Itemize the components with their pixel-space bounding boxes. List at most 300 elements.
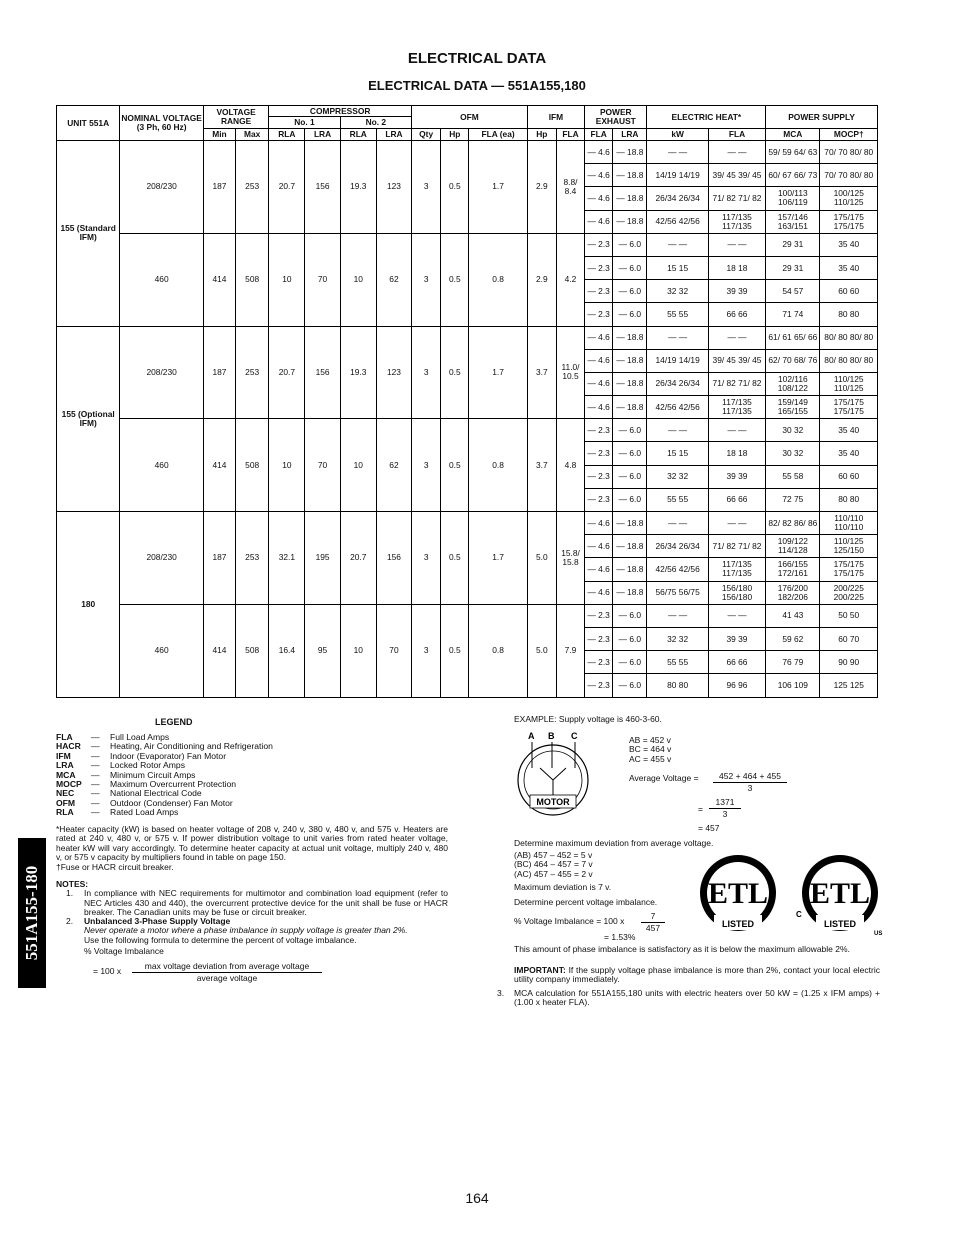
cell-mca: 55 58: [766, 465, 820, 488]
cell-c1rla: 16.4: [269, 604, 305, 697]
cell-c1lra: 156: [305, 141, 340, 234]
cell-eh-fla: — —: [708, 326, 765, 349]
cell-kw: 15 15: [647, 256, 708, 279]
cell-ofm-qty: 3: [412, 419, 441, 512]
pct-imbalance-eq: % Voltage Imbalance = 100 x: [514, 916, 625, 926]
header-ifm: IFM: [527, 106, 584, 129]
cell-pe-fla: — 2.3: [585, 488, 613, 511]
cell-pe-lra: — 6.0: [613, 442, 647, 465]
legend-abbr: MCA: [56, 769, 76, 780]
legend-text: Locked Rotor Amps: [110, 760, 185, 771]
cell-eh-fla: 39/ 45 39/ 45: [708, 349, 765, 372]
cell-vmin: 414: [203, 419, 235, 512]
header-compressor-no2: No. 2: [340, 117, 411, 129]
cell-mocp: 60 60: [820, 465, 878, 488]
page-title: ELECTRICAL DATA: [407, 50, 547, 67]
subheader-cell: FLA: [556, 129, 584, 141]
cell-c2lra: 62: [376, 419, 411, 512]
cell-eh-fla: 66 66: [708, 651, 765, 674]
cell-kw: 14/19 14/19: [647, 349, 708, 372]
cell-nominal: 460: [120, 419, 204, 512]
imbalance-formula: max voltage deviation from average voltage average voltage: [132, 961, 322, 983]
cell-eh-fla: 66 66: [708, 303, 765, 326]
cell-mca: 100/113 106/119: [766, 187, 820, 210]
cell-ifm-hp: 5.0: [527, 512, 556, 605]
notes: [56, 880, 448, 945]
legend-item: [56, 808, 273, 817]
cell-kw: — —: [647, 604, 708, 627]
cell-mocp: 35 40: [820, 233, 878, 256]
cell-pe-lra: — 18.8: [613, 372, 647, 395]
cell-pe-fla: — 4.6: [585, 581, 613, 604]
cell-kw: 26/34 26/34: [647, 535, 708, 558]
cell-pe-lra: — 18.8: [613, 558, 647, 581]
cell-pe-lra: — 6.0: [613, 674, 647, 697]
cell-c2rla: 10: [340, 604, 376, 697]
cell-c1rla: 20.7: [269, 326, 305, 419]
cell-eh-fla: 117/135 117/135: [708, 210, 765, 233]
legend-title: LEGEND: [155, 717, 193, 727]
cell-kw: 15 15: [647, 442, 708, 465]
cell-vmax: 253: [236, 326, 269, 419]
cell-mocp: 80/ 80 80/ 80: [820, 349, 878, 372]
cell-pe-fla: — 4.6: [585, 396, 613, 419]
cell-kw: 55 55: [647, 488, 708, 511]
cell-mca: 72 75: [766, 488, 820, 511]
subheader-cell: Qty: [412, 129, 441, 141]
line-voltages: AB = 452 v BC = 464 v AC = 455 v: [629, 735, 672, 764]
legend-text: Heating, Air Conditioning and Refrigeration: [110, 741, 273, 752]
header-nominal-voltage: NOMINAL VOLTAGE (3 Ph, 60 Hz): [120, 106, 204, 141]
cell-eh-fla: 117/135 117/135: [708, 396, 765, 419]
cell-eh-fla: — —: [708, 512, 765, 535]
cell-mocp: 90 90: [820, 651, 878, 674]
cell-mocp: 70/ 70 80/ 80: [820, 164, 878, 187]
cell-pe-fla: — 4.6: [585, 349, 613, 372]
cell-pe-fla: — 2.3: [585, 651, 613, 674]
subheader-cell: FLA: [585, 129, 613, 141]
winding-wye: [540, 768, 566, 798]
cell-mocp: 35 40: [820, 256, 878, 279]
cell-ofm-qty: 3: [412, 141, 441, 234]
table-row: [57, 141, 878, 164]
avg-sum-fraction: $\frac{1371}{3}$: [709, 797, 741, 819]
subheader-cell: MOCP†: [820, 129, 878, 141]
legend-dash: —: [91, 797, 100, 808]
header-power-supply: POWER SUPPLY: [766, 106, 878, 129]
avg-voltage-label: Average Voltage =: [629, 773, 699, 783]
example-intro: EXAMPLE: Supply voltage is 460-3-60.: [514, 714, 662, 724]
cell-pe-lra: — 18.8: [613, 210, 647, 233]
legend-dash: —: [91, 750, 100, 761]
cell-vmin: 187: [203, 512, 235, 605]
note-1: 1. In compliance with NEC requirements for multimotor and combination load equipment (refer to NEC Articles 430 and 440), the overcurrent protective device for the unit shall be fuse or HACR breaker. The Canadian units may be fuse or circuit breaker.: [66, 888, 448, 917]
cell-mocp: 80 80: [820, 303, 878, 326]
cell-ifm-fla: 15.8/ 15.8: [556, 512, 584, 605]
cell-pe-fla: — 2.3: [585, 280, 613, 303]
legend-abbr: HACR: [56, 741, 81, 752]
cell-pe-fla: — 4.6: [585, 141, 613, 164]
legend-text: Maximum Overcurrent Protection: [110, 779, 237, 790]
cell-pe-lra: — 18.8: [613, 581, 647, 604]
cell-ifm-fla: 4.8: [556, 419, 584, 512]
cell-ofm-hp: 0.5: [441, 512, 469, 605]
unit-cell: 155 (Optional IFM): [57, 326, 120, 512]
cell-mca: 29 31: [766, 256, 820, 279]
cell-pe-fla: — 2.3: [585, 442, 613, 465]
cell-pe-lra: — 6.0: [613, 303, 647, 326]
cell-ofm-hp: 0.5: [441, 419, 469, 512]
cell-pe-lra: — 6.0: [613, 604, 647, 627]
cell-mocp: 70/ 70 80/ 80: [820, 141, 878, 164]
subheader-cell: Min: [203, 129, 235, 141]
c-mark: C: [796, 910, 802, 919]
subheader-cell: RLA: [340, 129, 376, 141]
legend-abbr: IFM: [56, 750, 71, 761]
cell-kw: 42/56 42/56: [647, 210, 708, 233]
cell-nominal: 460: [120, 233, 204, 326]
cell-eh-fla: 71/ 82 71/ 82: [708, 187, 765, 210]
cell-mca: 41 43: [766, 604, 820, 627]
cell-ofm-fla: 1.7: [469, 326, 527, 419]
cell-ifm-fla: 8.8/ 8.4: [556, 141, 584, 234]
cell-eh-fla: 71/ 82 71/ 82: [708, 535, 765, 558]
cell-eh-fla: 71/ 82 71/ 82: [708, 372, 765, 395]
cell-mca: 76 79: [766, 651, 820, 674]
subheader-cell: Hp: [441, 129, 469, 141]
table-row: [57, 604, 878, 627]
cell-mocp: 125 125: [820, 674, 878, 697]
cell-c2lra: 123: [376, 326, 411, 419]
cell-vmin: 414: [203, 604, 235, 697]
legend-text: National Electrical Code: [110, 788, 202, 799]
pct-result: = 1.53%: [604, 932, 636, 942]
cell-kw: — —: [647, 326, 708, 349]
cell-mca: 60/ 67 66/ 73: [766, 164, 820, 187]
cell-ifm-hp: 3.7: [527, 326, 556, 419]
cell-mocp: 175/175 175/175: [820, 558, 878, 581]
cell-mca: 29 31: [766, 233, 820, 256]
cell-mocp: 80/ 80 80/ 80: [820, 326, 878, 349]
cell-kw: 55 55: [647, 651, 708, 674]
cell-vmax: 253: [236, 512, 269, 605]
cell-kw: 55 55: [647, 303, 708, 326]
legend-text: Indoor (Evaporator) Fan Motor: [110, 750, 227, 761]
formula-prefix: = 100 x: [93, 966, 122, 976]
satisfactory-text: This amount of phase imbalance is satisfactory as it is below the maximum allowable 2%.: [514, 944, 850, 954]
cell-mca: 30 32: [766, 442, 820, 465]
cell-c1lra: 70: [305, 419, 340, 512]
legend-dash: —: [91, 779, 100, 790]
cell-ofm-qty: 3: [412, 512, 441, 605]
cell-kw: 80 80: [647, 674, 708, 697]
cell-pe-lra: — 18.8: [613, 512, 647, 535]
cell-mocp: 175/175 175/175: [820, 210, 878, 233]
phase-label-c: C: [571, 731, 578, 741]
cell-pe-fla: — 4.6: [585, 535, 613, 558]
cell-mocp: 100/125 110/125: [820, 187, 878, 210]
subheader-cell: FLA: [708, 129, 765, 141]
cell-kw: — —: [647, 512, 708, 535]
cell-c1rla: 32.1: [269, 512, 305, 605]
cell-mocp: 110/125 110/125: [820, 372, 878, 395]
cell-pe-fla: — 4.6: [585, 187, 613, 210]
table-row: [57, 512, 878, 535]
legend-dash: —: [91, 760, 100, 771]
electrical-data-table: [56, 105, 878, 698]
cell-mca: 59/ 59 64/ 63: [766, 141, 820, 164]
cell-eh-fla: 18 18: [708, 442, 765, 465]
cell-pe-lra: — 6.0: [613, 419, 647, 442]
cell-ofm-hp: 0.5: [441, 233, 469, 326]
cell-c1lra: 156: [305, 326, 340, 419]
unit-cell: 155 (Standard IFM): [57, 141, 120, 327]
legend-dash: —: [91, 788, 100, 799]
cell-eh-fla: 39 39: [708, 280, 765, 303]
cell-mocp: 50 50: [820, 604, 878, 627]
etl-cus-text: ETL: [809, 877, 871, 910]
cell-mca: 82/ 82 86/ 86: [766, 512, 820, 535]
cell-pe-fla: — 2.3: [585, 674, 613, 697]
equals-sign: =: [698, 804, 703, 814]
subheader-cell: MCA: [766, 129, 820, 141]
cell-pe-lra: — 6.0: [613, 280, 647, 303]
cell-vmax: 253: [236, 141, 269, 234]
cell-vmax: 508: [236, 604, 269, 697]
cell-kw: — —: [647, 141, 708, 164]
header-compressor: COMPRESSOR: [269, 106, 412, 117]
cell-ofm-qty: 3: [412, 326, 441, 419]
cell-ofm-hp: 0.5: [441, 326, 469, 419]
legend-abbr: RLA: [56, 807, 74, 818]
cell-c1lra: 95: [305, 604, 340, 697]
cell-ifm-hp: 3.7: [527, 419, 556, 512]
cell-pe-fla: — 4.6: [585, 512, 613, 535]
subheader-cell: Max: [236, 129, 269, 141]
legend-dash: —: [91, 769, 100, 780]
unit-cell: 180: [57, 512, 120, 698]
cell-mca: 62/ 70 68/ 76: [766, 349, 820, 372]
cell-kw: — —: [647, 419, 708, 442]
cell-nominal: 208/230: [120, 512, 204, 605]
legend-dash: —: [91, 732, 100, 742]
cell-ofm-fla: 0.8: [469, 233, 527, 326]
cell-c2rla: 10: [340, 233, 376, 326]
subheader-cell: LRA: [376, 129, 411, 141]
cell-pe-fla: — 4.6: [585, 164, 613, 187]
cell-ifm-hp: 5.0: [527, 604, 556, 697]
pct-fraction: $\frac{7}{457}$: [641, 911, 665, 933]
cell-mca: 157/146 163/151: [766, 210, 820, 233]
cell-pe-lra: — 18.8: [613, 141, 647, 164]
pct-imbalance-label: % Voltage Imbalance: [84, 946, 164, 956]
cell-pe-lra: — 6.0: [613, 651, 647, 674]
phase-label-a: A: [528, 731, 535, 741]
listed-text: LISTED: [721, 919, 755, 929]
cell-eh-fla: 39/ 45 39/ 45: [708, 164, 765, 187]
cell-c2rla: 19.3: [340, 326, 376, 419]
cell-pe-fla: — 4.6: [585, 326, 613, 349]
cell-eh-fla: 156/180 156/180: [708, 581, 765, 604]
cell-pe-fla: — 2.3: [585, 604, 613, 627]
cell-eh-fla: — —: [708, 419, 765, 442]
cell-pe-lra: — 18.8: [613, 187, 647, 210]
cell-ofm-fla: 0.8: [469, 419, 527, 512]
heater-footnote: *Heater capacity (kW) is based on heater voltage of 208 v, 240 v, 380 v, 480 v, and 575 v. Heaters are rated at 240 v, 480 v, or 575 v. If power distribution voltage to unit varies from rated heater voltage, heater kW will vary accordingly. To determine heater capacity at actual unit voltage, multiply 240 v, 480 v, or 575 v capacity by multipliers found in table on page 150.: [56, 824, 448, 862]
cell-pe-lra: — 18.8: [613, 349, 647, 372]
cell-mocp: 35 40: [820, 442, 878, 465]
cell-c2lra: 62: [376, 233, 411, 326]
header-unit: UNIT 551A: [57, 106, 120, 141]
cell-eh-fla: 39 39: [708, 627, 765, 650]
cell-ofm-fla: 1.7: [469, 512, 527, 605]
legend-text: Rated Load Amps: [110, 807, 179, 818]
cell-mca: 61/ 61 65/ 66: [766, 326, 820, 349]
subheader-cell: FLA (ea): [469, 129, 527, 141]
header-electric-heat: ELECTRIC HEAT*: [647, 106, 766, 129]
cell-mocp: 60 70: [820, 627, 878, 650]
legend-abbr: MOCP: [56, 779, 82, 790]
cell-kw: 32 32: [647, 280, 708, 303]
legend: [56, 733, 273, 818]
important-text: IMPORTANT: If the supply voltage phase imbalance is more than 2%, contact your local electric utility company immediately.: [514, 965, 880, 985]
cell-mca: 109/122 114/128: [766, 535, 820, 558]
legend-dash: —: [91, 807, 100, 818]
cell-kw: 26/34 26/34: [647, 187, 708, 210]
cell-ofm-fla: 1.7: [469, 141, 527, 234]
cell-pe-fla: — 2.3: [585, 256, 613, 279]
header-compressor-no1: No. 1: [269, 117, 340, 129]
cell-pe-lra: — 6.0: [613, 256, 647, 279]
fuse-footnote: †Fuse or HACR circuit breaker.: [56, 862, 174, 872]
cell-ifm-fla: 4.2: [556, 233, 584, 326]
cell-mca: 30 32: [766, 419, 820, 442]
cell-c2lra: 123: [376, 141, 411, 234]
cell-pe-lra: — 18.8: [613, 535, 647, 558]
cell-ifm-hp: 2.9: [527, 141, 556, 234]
cell-pe-lra: — 6.0: [613, 627, 647, 650]
cell-eh-fla: — —: [708, 233, 765, 256]
table-title: ELECTRICAL DATA — 551A155,180: [368, 78, 586, 93]
cell-mca: 106 109: [766, 674, 820, 697]
cell-mocp: 35 40: [820, 419, 878, 442]
legend-abbr: LRA: [56, 760, 74, 771]
notes-title: NOTES:: [56, 879, 89, 889]
side-tab: 551A155-180: [18, 838, 46, 988]
cell-c2rla: 10: [340, 419, 376, 512]
legend-text: Full Load Amps: [110, 732, 170, 742]
header-power-exhaust: POWER EXHAUST: [585, 106, 647, 129]
cell-c2lra: 156: [376, 512, 411, 605]
page-number: 164: [465, 1190, 489, 1206]
cell-vmin: 187: [203, 141, 235, 234]
cell-pe-lra: — 18.8: [613, 326, 647, 349]
cell-vmin: 414: [203, 233, 235, 326]
cell-mocp: 60 60: [820, 280, 878, 303]
cell-mca: 102/116 108/122: [766, 372, 820, 395]
legend-text: Outdoor (Condenser) Fan Motor: [110, 797, 233, 808]
table-row: [57, 419, 878, 442]
subheader-cell: LRA: [613, 129, 647, 141]
cell-pe-fla: — 2.3: [585, 233, 613, 256]
determine-percent: Determine percent voltage imbalance.: [514, 897, 658, 907]
cell-kw: 14/19 14/19: [647, 164, 708, 187]
cell-mca: 59 62: [766, 627, 820, 650]
cell-mocp: 200/225 200/225: [820, 581, 878, 604]
cell-vmin: 187: [203, 326, 235, 419]
cell-pe-fla: — 4.6: [585, 372, 613, 395]
avg-voltage-result: = 457: [698, 823, 720, 833]
max-deviation: Maximum deviation is 7 v.: [514, 882, 612, 892]
etl-text: ETL: [707, 877, 769, 910]
cell-mca: 159/149 165/155: [766, 396, 820, 419]
deviations: (AB) 457 – 452 = 5 v (BC) 464 – 457 = 7 v (AC) 457 – 455 = 2 v: [514, 850, 593, 879]
deviation-title: Determine maximum deviation from average voltage.: [514, 838, 714, 848]
cell-c1lra: 195: [305, 512, 340, 605]
cell-mocp: 110/110 110/110: [820, 512, 878, 535]
cell-pe-fla: — 4.6: [585, 210, 613, 233]
cell-ifm-fla: 11.0/ 10.5: [556, 326, 584, 419]
cell-pe-fla: — 2.3: [585, 419, 613, 442]
cell-kw: 32 32: [647, 465, 708, 488]
cell-eh-fla: — —: [708, 141, 765, 164]
cell-c1lra: 70: [305, 233, 340, 326]
legend-abbr: FLA: [56, 732, 73, 742]
cell-ofm-fla: 0.8: [469, 604, 527, 697]
cell-ofm-qty: 3: [412, 233, 441, 326]
phase-label-b: B: [548, 731, 555, 741]
cell-c2rla: 20.7: [340, 512, 376, 605]
motor-label: MOTOR: [536, 797, 570, 807]
note-3: 3. MCA calculation for 551A155,180 units with electric heaters over 50 kW = (1.25 x IFM amps) + (1.00 x heater FLA).: [497, 988, 880, 1008]
cell-kw: 26/34 26/34: [647, 372, 708, 395]
cell-c1rla: 10: [269, 233, 305, 326]
cell-c2rla: 19.3: [340, 141, 376, 234]
cell-mca: 54 57: [766, 280, 820, 303]
legend-text: Minimum Circuit Amps: [110, 769, 196, 780]
motor-diagram: [510, 728, 610, 816]
table-row: [57, 326, 878, 349]
note-2: 2. Unbalanced 3-Phase Supply Voltage Never operate a motor where a phase imbalance in supply voltage is greater than 2%. Use the following formula to determine the percent of voltage imbalance.: [66, 916, 408, 945]
cell-nominal: 208/230: [120, 326, 204, 419]
cell-mocp: 110/125 125/150: [820, 535, 878, 558]
cell-ofm-hp: 0.5: [441, 141, 469, 234]
us-mark: US: [874, 931, 883, 937]
etl-listed-logo: [698, 855, 778, 937]
header-voltage-range: VOLTAGE RANGE: [203, 106, 268, 129]
cell-ifm-fla: 7.9: [556, 604, 584, 697]
cell-pe-lra: — 6.0: [613, 465, 647, 488]
cell-pe-fla: — 2.3: [585, 627, 613, 650]
cell-vmax: 508: [236, 419, 269, 512]
cell-kw: — —: [647, 233, 708, 256]
cell-pe-lra: — 6.0: [613, 488, 647, 511]
cell-pe-lra: — 18.8: [613, 396, 647, 419]
legend-abbr: NEC: [56, 788, 75, 799]
cell-eh-fla: 117/135 117/135: [708, 558, 765, 581]
cell-mca: 166/155 172/161: [766, 558, 820, 581]
cell-pe-fla: — 2.3: [585, 303, 613, 326]
cell-mca: 71 74: [766, 303, 820, 326]
cell-eh-fla: 18 18: [708, 256, 765, 279]
cell-nominal: 208/230: [120, 141, 204, 234]
cell-mocp: 80 80: [820, 488, 878, 511]
cell-pe-lra: — 18.8: [613, 164, 647, 187]
subheader-cell: Hp: [527, 129, 556, 141]
cell-eh-fla: 39 39: [708, 465, 765, 488]
cell-ofm-qty: 3: [412, 604, 441, 697]
cell-ifm-hp: 2.9: [527, 233, 556, 326]
